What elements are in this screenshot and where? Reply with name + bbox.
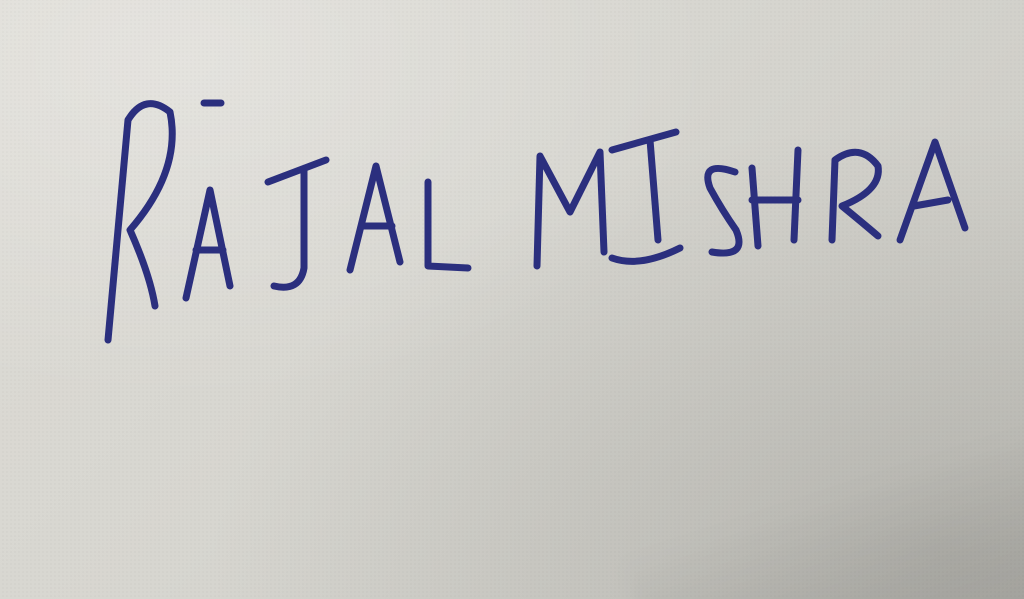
letter-i (612, 132, 680, 261)
letter-a-2 (350, 166, 400, 270)
letter-l (428, 182, 468, 268)
letter-m (537, 152, 604, 266)
letter-r-2 (832, 152, 878, 240)
letter-a-3 (900, 142, 965, 240)
letter-a-1 (186, 103, 230, 298)
letter-h (752, 150, 798, 246)
ink-strokes (108, 103, 965, 340)
letter-j (268, 160, 326, 287)
letter-r (108, 104, 172, 340)
letter-s (708, 168, 739, 253)
